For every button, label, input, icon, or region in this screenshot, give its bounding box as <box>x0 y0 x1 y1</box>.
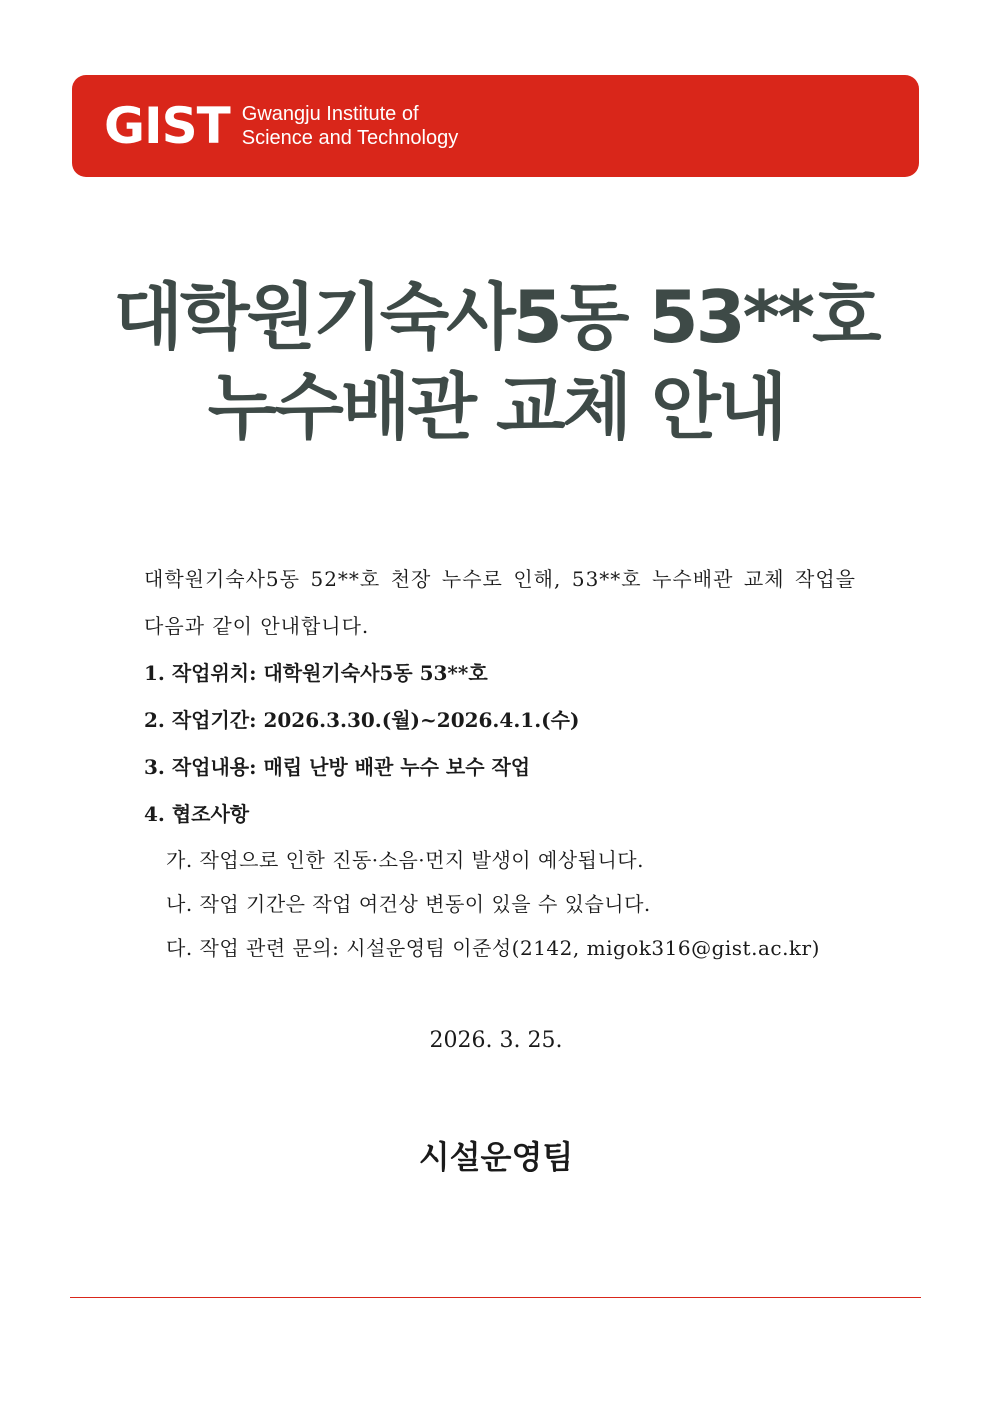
institute-name <box>242 102 458 150</box>
institute-name-line2: Science and Technology <box>241 127 459 149</box>
sub-item-schedule: 나. 작업 기간은 작업 여건상 변동이 있을 수 있습니다. <box>166 892 651 916</box>
sub-item-contact: 다. 작업 관련 문의: 시설운영팀 이준성(2142, migok316@gist.ac.kr) <box>166 936 820 960</box>
footer-divider <box>70 1297 921 1298</box>
notice-title <box>0 272 992 452</box>
item-content: 3. 작업내용: 매립 난방 배관 누수 보수 작업 <box>144 755 531 779</box>
item-location: 1. 작업위치: 대학원기숙사5동 53**호 <box>144 661 488 685</box>
gist-logo: GIST <box>104 97 230 155</box>
institute-name-line1: Gwangju Institute of <box>241 103 419 125</box>
notice-date: 2026. 3. 25. <box>429 1028 563 1053</box>
item-cooperation: 4. 협조사항 <box>144 802 250 826</box>
sub-item-noise: 가. 작업으로 인한 진동·소음·먼지 발생이 예상됩니다. <box>166 848 644 872</box>
notice-body <box>144 556 856 970</box>
title-line2: 누수배관 교체 안내 <box>207 365 785 449</box>
intro-paragraph: 대학원기숙사5동 52**호 천장 누수로 인해, 53**호 누수배관 교체 작업을 다음과 같이 안내합니다. <box>144 567 856 638</box>
header-banner <box>72 75 919 177</box>
item-period: 2. 작업기간: 2026.3.30.(월)~2026.4.1.(수) <box>144 708 580 732</box>
signature-department: 시설운영팀 <box>418 1138 574 1176</box>
title-line1: 대학원기숙사5동 53**호 <box>113 275 879 359</box>
